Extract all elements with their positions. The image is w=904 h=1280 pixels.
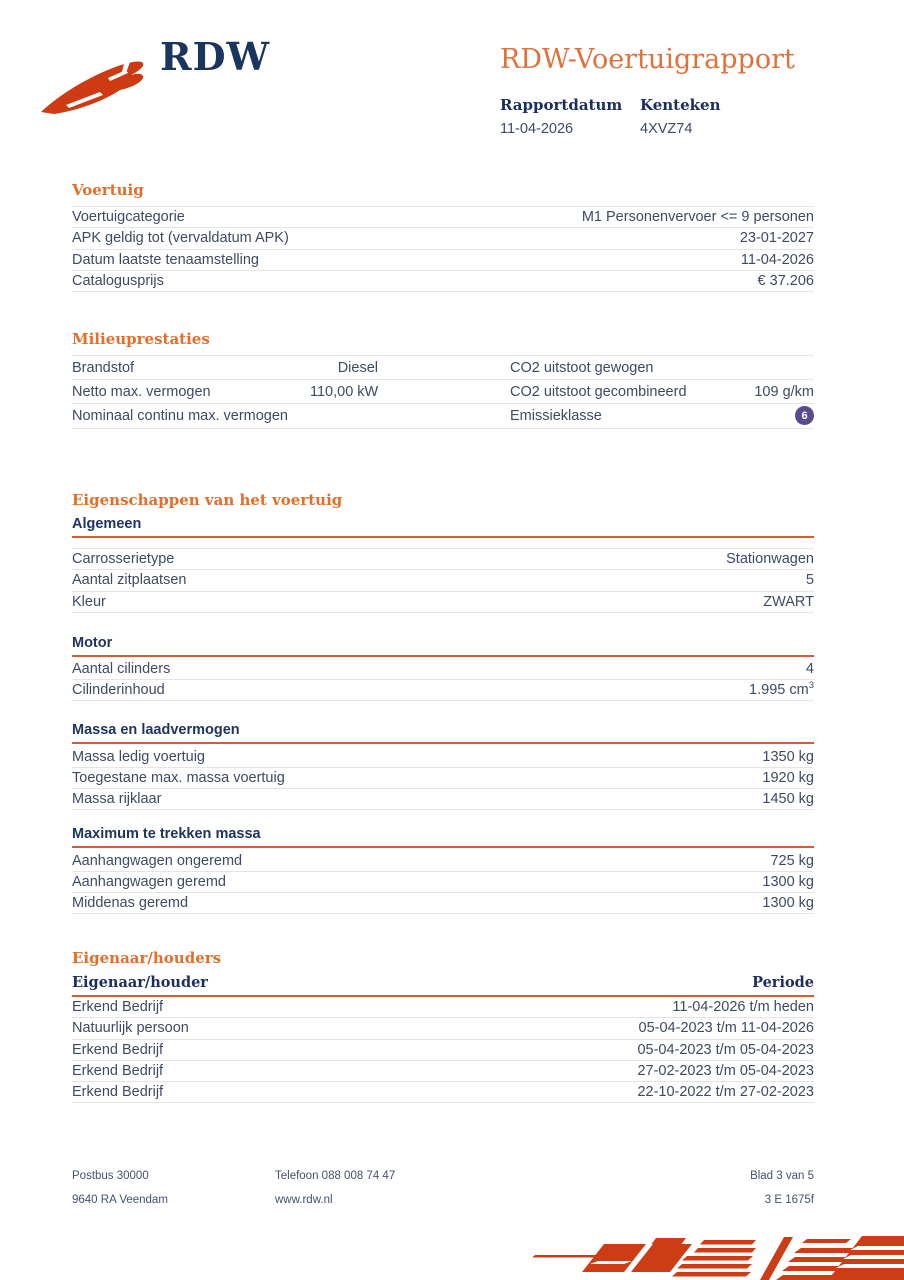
report-date-value: 11-04-2026 bbox=[500, 121, 574, 137]
table-row bbox=[72, 228, 814, 249]
owner-period: 22-10-2022 t/m 27-02-2023 bbox=[637, 1084, 814, 1101]
table-row bbox=[72, 680, 814, 701]
table-row bbox=[72, 893, 814, 914]
row-label: Carrosserietype bbox=[72, 551, 175, 568]
table-row bbox=[72, 872, 814, 893]
column-header-period: Periode bbox=[752, 974, 814, 991]
owner-period: 27-02-2023 t/m 05-04-2023 bbox=[637, 1063, 814, 1080]
row-label: Aantal cilinders bbox=[72, 661, 171, 678]
row-label: Aanhangwagen ongeremd bbox=[72, 852, 243, 869]
page-title: RDW-Voertuigrapport bbox=[500, 44, 795, 75]
table-row bbox=[72, 570, 814, 591]
row-value: 1300 kg bbox=[762, 895, 814, 912]
row-value bbox=[734, 406, 814, 425]
section-title-eigenschappen: Eigenschappen van het voertuig bbox=[72, 491, 343, 509]
owner-name: Erkend Bedrijf bbox=[72, 1063, 164, 1080]
row-label: APK geldig tot (vervaldatum APK) bbox=[72, 230, 289, 247]
row-value: 23-01-2027 bbox=[739, 230, 814, 247]
footer-address-line1: Postbus 30000 bbox=[72, 1170, 149, 1182]
row-value: Diesel bbox=[337, 359, 378, 376]
table-row bbox=[72, 592, 814, 613]
report-date-label: Rapportdatum bbox=[500, 96, 623, 114]
rdw-feather-logo-icon bbox=[38, 50, 150, 118]
owner-period: 11-04-2026 t/m heden bbox=[672, 999, 814, 1016]
emission-class-badge: 6 bbox=[795, 406, 814, 425]
row-value: € 37.206 bbox=[757, 273, 814, 290]
subsection-title-trekken: Maximum te trekken massa bbox=[72, 826, 814, 848]
row-value: 1920 kg bbox=[762, 769, 814, 786]
subsection-title-motor: Motor bbox=[72, 635, 814, 657]
table-row bbox=[72, 789, 814, 810]
row-label: Kleur bbox=[72, 593, 106, 610]
row-label: Brandstof bbox=[72, 359, 135, 376]
table-row bbox=[72, 404, 814, 428]
footer-doc-code: 3 E 1675f bbox=[764, 1194, 814, 1206]
table-row bbox=[72, 997, 814, 1018]
page-footer bbox=[72, 1170, 814, 1206]
table-row bbox=[72, 746, 814, 767]
superscript: 3 bbox=[808, 680, 814, 692]
table-row bbox=[72, 271, 814, 292]
row-value: 1.995 $cm^3$ bbox=[749, 680, 814, 699]
row-value: 725 kg bbox=[770, 852, 814, 869]
row-value: 1300 kg bbox=[762, 873, 814, 890]
owner-name: Erkend Bedrijf bbox=[72, 999, 164, 1016]
row-label: Aanhangwagen geremd bbox=[72, 873, 226, 890]
row-value: 11-04-2026 bbox=[740, 251, 814, 268]
column-header-owner: Eigenaar/houder bbox=[72, 974, 208, 991]
row-label: Emissieklasse bbox=[510, 407, 602, 424]
table-row bbox=[72, 549, 814, 570]
row-value: 110,00 kW bbox=[310, 383, 379, 400]
owner-name: Erkend Bedrijf bbox=[72, 1041, 164, 1058]
owner-period: 05-04-2023 t/m 05-04-2023 bbox=[637, 1041, 814, 1058]
row-value: Stationwagen bbox=[726, 551, 814, 568]
footer-phone: Telefoon 088 008 74 47 bbox=[275, 1170, 396, 1182]
row-label: Voertuigcategorie bbox=[72, 209, 185, 226]
table-row bbox=[72, 1061, 814, 1082]
table-row bbox=[72, 356, 814, 380]
row-value: ZWART bbox=[763, 593, 814, 610]
row-label: Middenas geremd bbox=[72, 895, 189, 912]
footer-website: www.rdw.nl bbox=[275, 1194, 333, 1206]
section-title-milieuprestaties: Milieuprestaties bbox=[72, 330, 210, 348]
table-row bbox=[72, 768, 814, 789]
license-plate-label: Kenteken bbox=[640, 96, 721, 114]
speed-stripes-graphic-icon bbox=[532, 1234, 904, 1280]
row-label: Netto max. vermogen bbox=[72, 383, 211, 400]
report-date-block bbox=[500, 96, 640, 137]
row-label: Aantal zitplaatsen bbox=[72, 572, 187, 589]
report-header bbox=[500, 44, 818, 137]
table-row bbox=[72, 1018, 814, 1039]
table-row bbox=[72, 250, 814, 271]
owner-period: 05-04-2023 t/m 11-04-2026 bbox=[638, 1020, 814, 1037]
row-label: Nominaal continu max. vermogen bbox=[72, 407, 288, 424]
table-row bbox=[72, 380, 814, 404]
row-value: 1450 kg bbox=[762, 791, 814, 808]
subsection-title-massa: Massa en laadvermogen bbox=[72, 722, 814, 744]
row-label: CO2 uitstoot gecombineerd bbox=[510, 383, 687, 400]
section-title-voertuig: Voertuig bbox=[72, 181, 144, 199]
row-label: Catalogusprijs bbox=[72, 273, 164, 290]
owner-name: Erkend Bedrijf bbox=[72, 1084, 164, 1101]
row-label: Toegestane max. massa voertuig bbox=[72, 769, 285, 786]
table-row bbox=[72, 659, 814, 680]
row-label: Cilinderinhoud bbox=[72, 682, 165, 699]
table-row bbox=[72, 850, 814, 871]
table-row bbox=[72, 207, 814, 228]
row-value: 109 g/km bbox=[754, 383, 814, 400]
section-title-eigenaar-houders: Eigenaar/houders bbox=[72, 949, 222, 967]
table-row bbox=[72, 1040, 814, 1061]
section-eigenaar-houders bbox=[72, 949, 814, 1103]
owner-table-header bbox=[72, 974, 814, 997]
subsection-title-algemeen: Algemeen bbox=[72, 516, 814, 538]
row-value: 4 bbox=[805, 661, 814, 678]
section-milieuprestaties bbox=[72, 330, 814, 429]
section-voertuig bbox=[72, 181, 814, 292]
row-value: 1350 kg bbox=[762, 748, 814, 765]
license-plate-block bbox=[640, 96, 720, 137]
footer-page-number: Blad 3 van 5 bbox=[750, 1170, 814, 1182]
row-label: Massa ledig voertuig bbox=[72, 748, 205, 765]
table-row bbox=[72, 1082, 814, 1103]
row-value: 5 bbox=[805, 572, 814, 589]
row-label: Massa rijklaar bbox=[72, 791, 162, 808]
owner-name: Natuurlijk persoon bbox=[72, 1020, 189, 1037]
section-eigenschappen bbox=[72, 491, 814, 914]
license-plate-value: 4XVZ74 bbox=[640, 121, 693, 137]
row-label: CO2 uitstoot gewogen bbox=[510, 359, 654, 376]
row-label: Datum laatste tenaamstelling bbox=[72, 251, 259, 268]
row-value: M1 Personenvervoer <= 9 personen bbox=[581, 209, 814, 226]
footer-address-line2: 9640 RA Veendam bbox=[72, 1194, 168, 1206]
rdw-wordmark: RDW bbox=[160, 34, 271, 79]
